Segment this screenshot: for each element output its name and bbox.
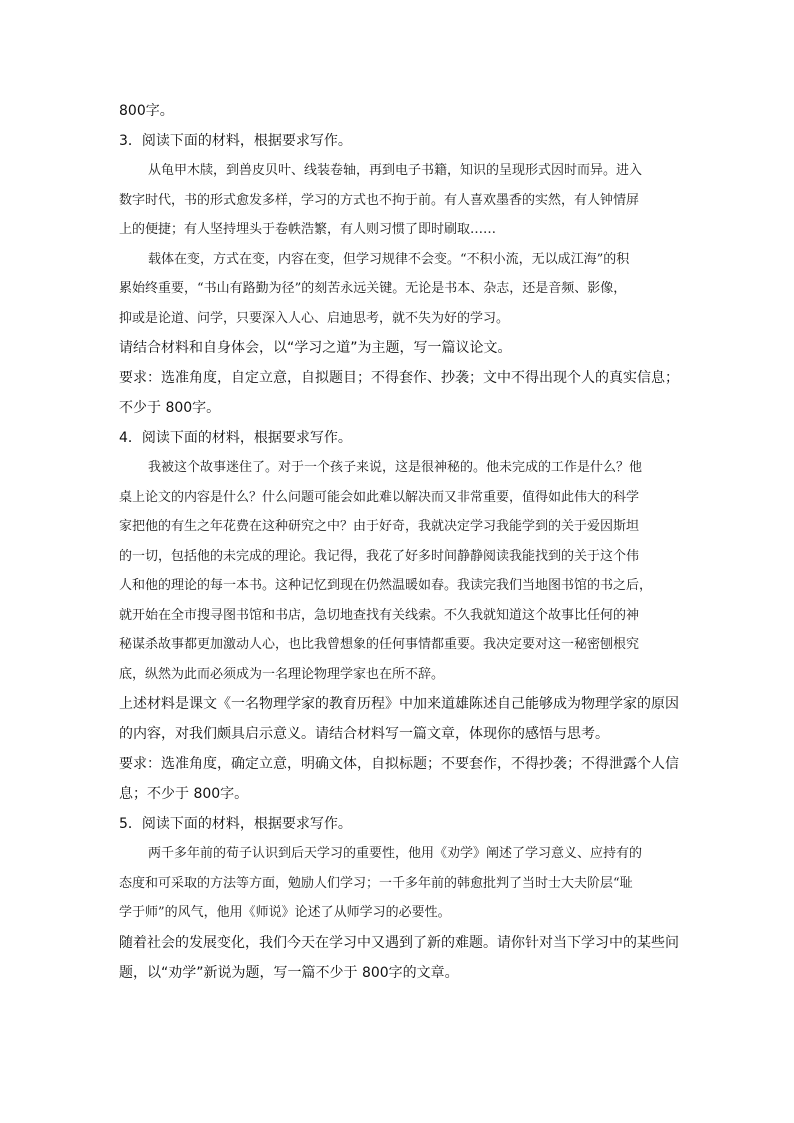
question-5-material [119, 839, 679, 928]
question-5-prompt: 随着社会的发展变化，我们今天在学习中又遇到了新的难题。请你针对当下学习中的某些问 [119, 934, 679, 951]
question-4-requirement: 要求：选准角度，确定立意，明确文体，自拟标题；不要套作，不得抄袭；不得泄露个人信 [119, 756, 679, 772]
question-4-material [119, 453, 679, 689]
question-3-requirement: 要求：选准角度，自定立意，自拟题目；不得套作、抄袭；文中不得出现个人的真实信息； [119, 370, 679, 386]
material-line: 我被这个故事迷住了。对于一个孩子来说，这是很神秘的。他未完成的工作是什么？他 [148, 460, 643, 475]
question-4-prompt: 的内容，对我们颇具启示意义。请结合材料写一篇文章，体现你的感悟与思考。 [119, 726, 609, 742]
material-line: 秘谋杀故事都更加激动人心，也比我曾想象的任何事情都重要。我决定要对这一秘密刨根究 [119, 637, 640, 652]
material-line: 态度和可采取的方法等方面，勉励人们学习；一千多年前的韩愈批判了当时士大夫阶层“耻 [119, 875, 633, 891]
material-line: 学于师”的风气，他用《师说》论述了从师学习的必要性。 [119, 905, 451, 920]
question-4-prompt: 上述材料是课文《一名物理学家的教育历程》中加来道雄陈述自己能够成为物理学家的原因 [119, 696, 679, 712]
question-5-prompt: 题，以“劝学”新说为题，写一篇不少于 800字的文章。 [119, 964, 459, 981]
question-3-material [119, 156, 679, 333]
q2-word-count-tail: 800字。 [119, 103, 174, 119]
material-line: 就开始在全市搜寻图书馆和书店，急切地查找有关线索。不久我就知道这个故事比任何的神 [119, 607, 640, 623]
material-line: 上的便捷；有人坚持埋头于卷帙浩繁，有人则习惯了即时刷取…… [119, 222, 497, 237]
material-line: 人和他的理论的每一本书。这种记忆到现在仍然温暖如春。我读完我们当地图书馆的书之后， [119, 578, 653, 593]
question-3-prompt: 请结合材料和自身体会，以“学习之道”为主题，写一篇议论文。 [119, 340, 512, 356]
material-line: 两千多年前的荀子认识到后天学习的重要性，他用《劝学》阐述了学习意义、应持有的 [148, 846, 643, 861]
material-line: 抑或是论道、问学，只要深入人心、启迪思考，就不失为好的学习。 [119, 310, 510, 326]
page-content [119, 96, 679, 988]
material-line: 数字时代，书的形式愈发多样，学习的方式也不拘于前。有人喜欢墨香的实然，有人钟情屏 [119, 192, 640, 208]
material-line: 桌上论文的内容是什么？什么问题可能会如此难以解决而又非常重要，值得如此伟大的科学 [119, 489, 640, 505]
material-line: 载体在变，方式在变，内容在变，但学习规律不会变。“不积小流，无以成江海”的积 [148, 251, 630, 267]
question-4-requirement: 息；不少于 800字。 [119, 786, 249, 802]
question-4-title: 4．阅读下面的材料，根据要求写作。 [119, 430, 352, 446]
question-5-title: 5．阅读下面的材料，根据要求写作。 [119, 816, 352, 832]
question-3-requirement: 不少于 800字。 [119, 400, 221, 416]
material-line: 的一切，包括他的未完成的理论。我记得，我花了好多时间静静阅读我能找到的关于这个伟 [119, 548, 640, 564]
material-line: 底，纵然为此而必须成为一名理论物理学家也在所不辞。 [119, 666, 445, 682]
material-line: 累始终重要，“书山有路勤为径”的刻苦永远关键。无论是书本、杂志，还是音频、影像， [119, 281, 627, 296]
material-line: 家把他的有生之年花费在这种研究之中？由于好奇，我就决定学习我能学到的关于爱因斯坦 [119, 519, 640, 534]
question-3-title: 3．阅读下面的材料，根据要求写作。 [119, 133, 352, 149]
material-line: 从龟甲木牍，到兽皮贝叶、线装卷轴，再到电子书籍，知识的呈现形式因时而异。进入 [148, 163, 643, 178]
